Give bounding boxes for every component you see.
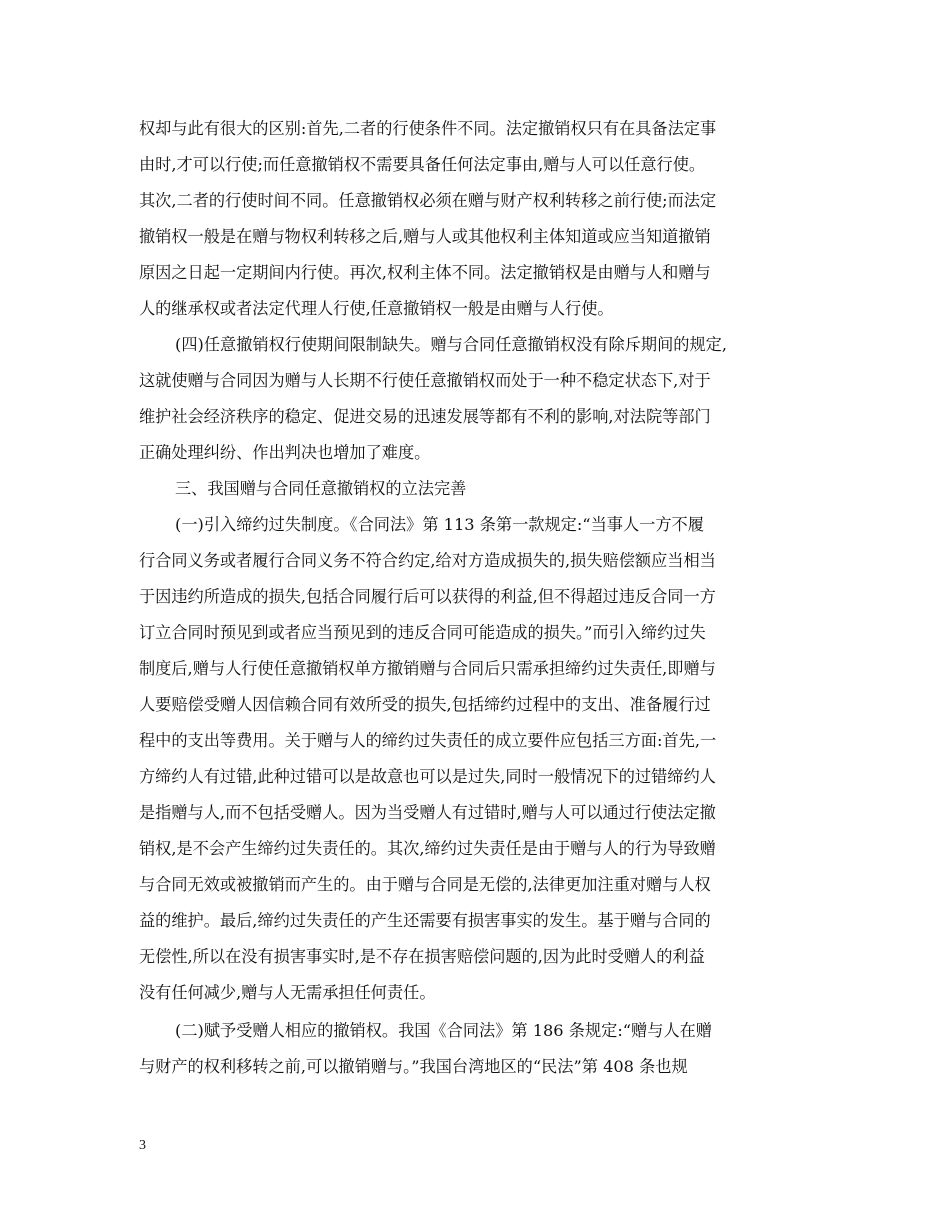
text-line: 人要赔偿受赠人因信赖合同有效所受的损失,包括缔约过程中的支出、准备履行过: [139, 695, 711, 714]
section-heading: 三、我国赠与合同任意撤销权的立法完善: [175, 479, 467, 498]
text-line: 没有任何减少,赠与人无需承担任何责任。: [139, 983, 436, 1002]
text-line: 人的继承权或者法定代理人行使,任意撤销权一般是由赠与人行使。: [139, 299, 614, 318]
text-line: 与财产的权利移转之前,可以撤销赠与。”我国台湾地区的“民法”第 408 条也规: [139, 1057, 688, 1076]
paragraph-first-line: (二)赋予受赠人相应的撤销权。我国《合同法》第 186 条规定:“赠与人在赠: [175, 1021, 712, 1040]
text-line: 与合同无效或被撤销而产生的。由于赠与合同是无偿的,法律更加注重对赠与人权: [139, 875, 711, 894]
text-line: 行合同义务或者履行合同义务不符合约定,给对方造成损失的,损失赔偿额应当相当: [139, 551, 716, 570]
text-line: 撤销权一般是在赠与物权利转移之后,赠与人或其他权利主体知道或应当知道撤销: [139, 227, 711, 246]
text-line: 维护社会经济秩序的稳定、促进交易的迅速发展等都有不利的影响,对法院等部门: [139, 407, 711, 426]
text-line: 权却与此有很大的区别:首先,二者的行使条件不同。法定撤销权只有在具备法定事: [139, 119, 717, 138]
page-number: 3: [139, 1138, 146, 1153]
text-line: 程中的支出等费用。关于赠与人的缔约过失责任的成立要件应包括三方面:首先,一: [139, 731, 717, 750]
text-line: 益的维护。最后,缔约过失责任的产生还需要有损害事实的发生。基于赠与合同的: [139, 911, 711, 930]
text-line: 销权,是不会产生缔约过失责任的。其次,缔约过失责任是由于赠与人的行为导致赠: [139, 839, 716, 858]
text-line: 于因违约所造成的损失,包括合同履行后可以获得的利益,但不得超过违反合同一方: [139, 587, 716, 606]
text-line: 其次,二者的行使时间不同。任意撤销权必须在赠与财产权利转移之前行使;而法定: [139, 191, 717, 210]
paragraph-first-line: (一)引入缔约过失制度。《合同法》第 113 条第一款规定:“当事人一方不履: [175, 515, 704, 534]
text-line: 这就使赠与合同因为赠与人长期不行使任意撤销权而处于一种不稳定状态下,对于: [139, 371, 711, 390]
text-line: 订立合同时预见到或者应当预见到的违反合同可能造成的损失。”而引入缔约过失: [139, 623, 706, 642]
text-line: 方缔约人有过错,此种过错可以是故意也可以是过失,同时一般情况下的过错缔约人: [139, 767, 716, 786]
text-line: 由时,才可以行使;而任意撤销权不需要具备任何法定事由,赠与人可以任意行使。: [139, 155, 706, 174]
text-line: 制度后,赠与人行使任意撤销权单方撤销赠与合同后只需承担缔约过失责任,即赠与: [139, 659, 716, 678]
text-line: 原因之日起一定期间内行使。再次,权利主体不同。法定撤销权是由赠与人和赠与: [139, 263, 711, 282]
text-line: 是指赠与人,而不包括受赠人。因为当受赠人有过错时,赠与人可以通过行使法定撤: [139, 803, 716, 822]
paragraph-first-line: (四)任意撤销权行使期间限制缺失。赠与合同任意撤销权没有除斥期间的规定,: [175, 335, 727, 354]
text-line: 无偿性,所以在没有损害事实时,是不存在损害赔偿问题的,因为此时受赠人的利益: [139, 947, 705, 966]
text-line: 正确处理纠纷、作出判决也增加了难度。: [139, 443, 431, 462]
